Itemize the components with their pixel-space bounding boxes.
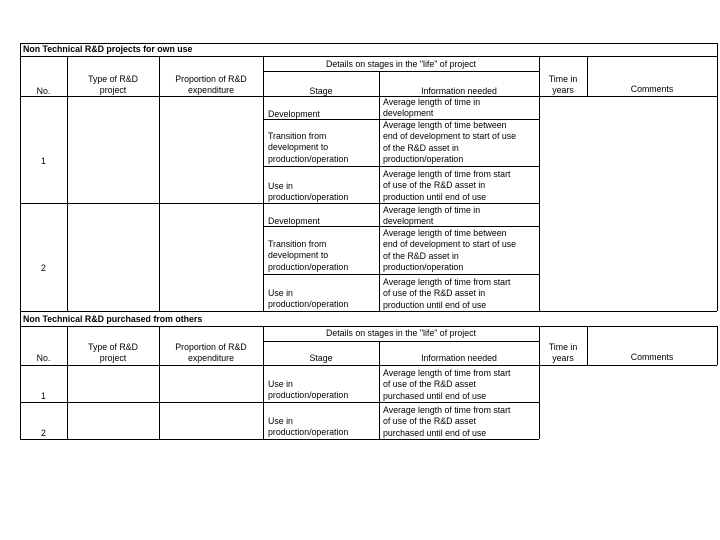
col-header-stage: Stage bbox=[309, 86, 333, 96]
col-header-time: Time in years bbox=[548, 342, 578, 364]
stage-development: Development bbox=[268, 216, 320, 226]
details-header: Details on stages in the "life" of project bbox=[325, 328, 476, 338]
col-header-no: No. bbox=[36, 353, 51, 363]
stage-use: Use in production/operation bbox=[268, 416, 349, 438]
grid-line-horizontal bbox=[263, 71, 539, 72]
grid-line-horizontal bbox=[263, 274, 539, 275]
grid-line-horizontal bbox=[263, 166, 539, 167]
grid-line-vertical bbox=[717, 43, 718, 311]
col-header-time: Time in years bbox=[548, 74, 578, 96]
info-development: Average length of time in development bbox=[383, 205, 481, 227]
col-header-type: Type of R&D project bbox=[88, 74, 138, 96]
grid-line-vertical bbox=[263, 326, 264, 439]
project-number: 2 bbox=[41, 263, 46, 273]
grid-line-vertical bbox=[20, 43, 21, 439]
project-number: 1 bbox=[41, 391, 46, 401]
grid-line-horizontal bbox=[20, 311, 717, 312]
project-number: 2 bbox=[41, 428, 46, 438]
col-header-info: Information needed bbox=[421, 353, 497, 363]
grid-line-horizontal bbox=[20, 439, 539, 440]
stage-transition: Transition from development to production/operation bbox=[268, 131, 349, 164]
project-number: 1 bbox=[41, 156, 46, 166]
col-header-comments: Comments bbox=[630, 352, 674, 362]
grid-line-horizontal bbox=[20, 365, 717, 366]
stage-use: Use in production/operation bbox=[268, 288, 349, 310]
info-use-purchased: Average length of time from start of use of the R&D asset purchased until end of use bbox=[383, 368, 511, 401]
info-transition: Average length of time between end of development to start of use of the R&D asset in production/operation bbox=[383, 120, 517, 164]
grid-line-horizontal bbox=[20, 326, 717, 327]
info-use: Average length of time from start of use of the R&D asset in production until end of use bbox=[383, 277, 511, 310]
grid-line-horizontal bbox=[263, 341, 539, 342]
col-header-no: No. bbox=[36, 86, 51, 96]
info-development: Average length of time in development bbox=[383, 97, 481, 119]
col-header-proportion: Proportion of R&D expenditure bbox=[175, 74, 247, 96]
section-title-purchased: Non Technical R&D purchased from others bbox=[23, 314, 203, 324]
grid-line-vertical bbox=[379, 71, 380, 311]
grid-line-vertical bbox=[717, 326, 718, 365]
grid-line-horizontal bbox=[20, 56, 717, 57]
stage-development: Development bbox=[268, 109, 320, 119]
stage-use: Use in production/operation bbox=[268, 181, 349, 203]
section-title-own-use: Non Technical R&D projects for own use bbox=[23, 44, 193, 54]
col-header-stage: Stage bbox=[309, 353, 333, 363]
col-header-proportion: Proportion of R&D expenditure bbox=[175, 342, 247, 364]
info-use-purchased: Average length of time from start of use of the R&D asset purchased until end of use bbox=[383, 405, 511, 438]
col-header-type: Type of R&D project bbox=[88, 342, 138, 364]
grid-line-horizontal bbox=[20, 402, 539, 403]
info-use: Average length of time from start of use of the R&D asset in production until end of use bbox=[383, 169, 511, 202]
stage-use: Use in production/operation bbox=[268, 379, 349, 401]
col-header-info: Information needed bbox=[421, 86, 497, 96]
col-header-comments: Comments bbox=[630, 84, 674, 94]
details-header: Details on stages in the "life" of project bbox=[325, 59, 476, 69]
rnd-table bbox=[20, 43, 717, 440]
info-transition: Average length of time between end of development to start of use of the R&D asset in production/operation bbox=[383, 228, 517, 272]
stage-transition: Transition from development to production/operation bbox=[268, 239, 349, 272]
